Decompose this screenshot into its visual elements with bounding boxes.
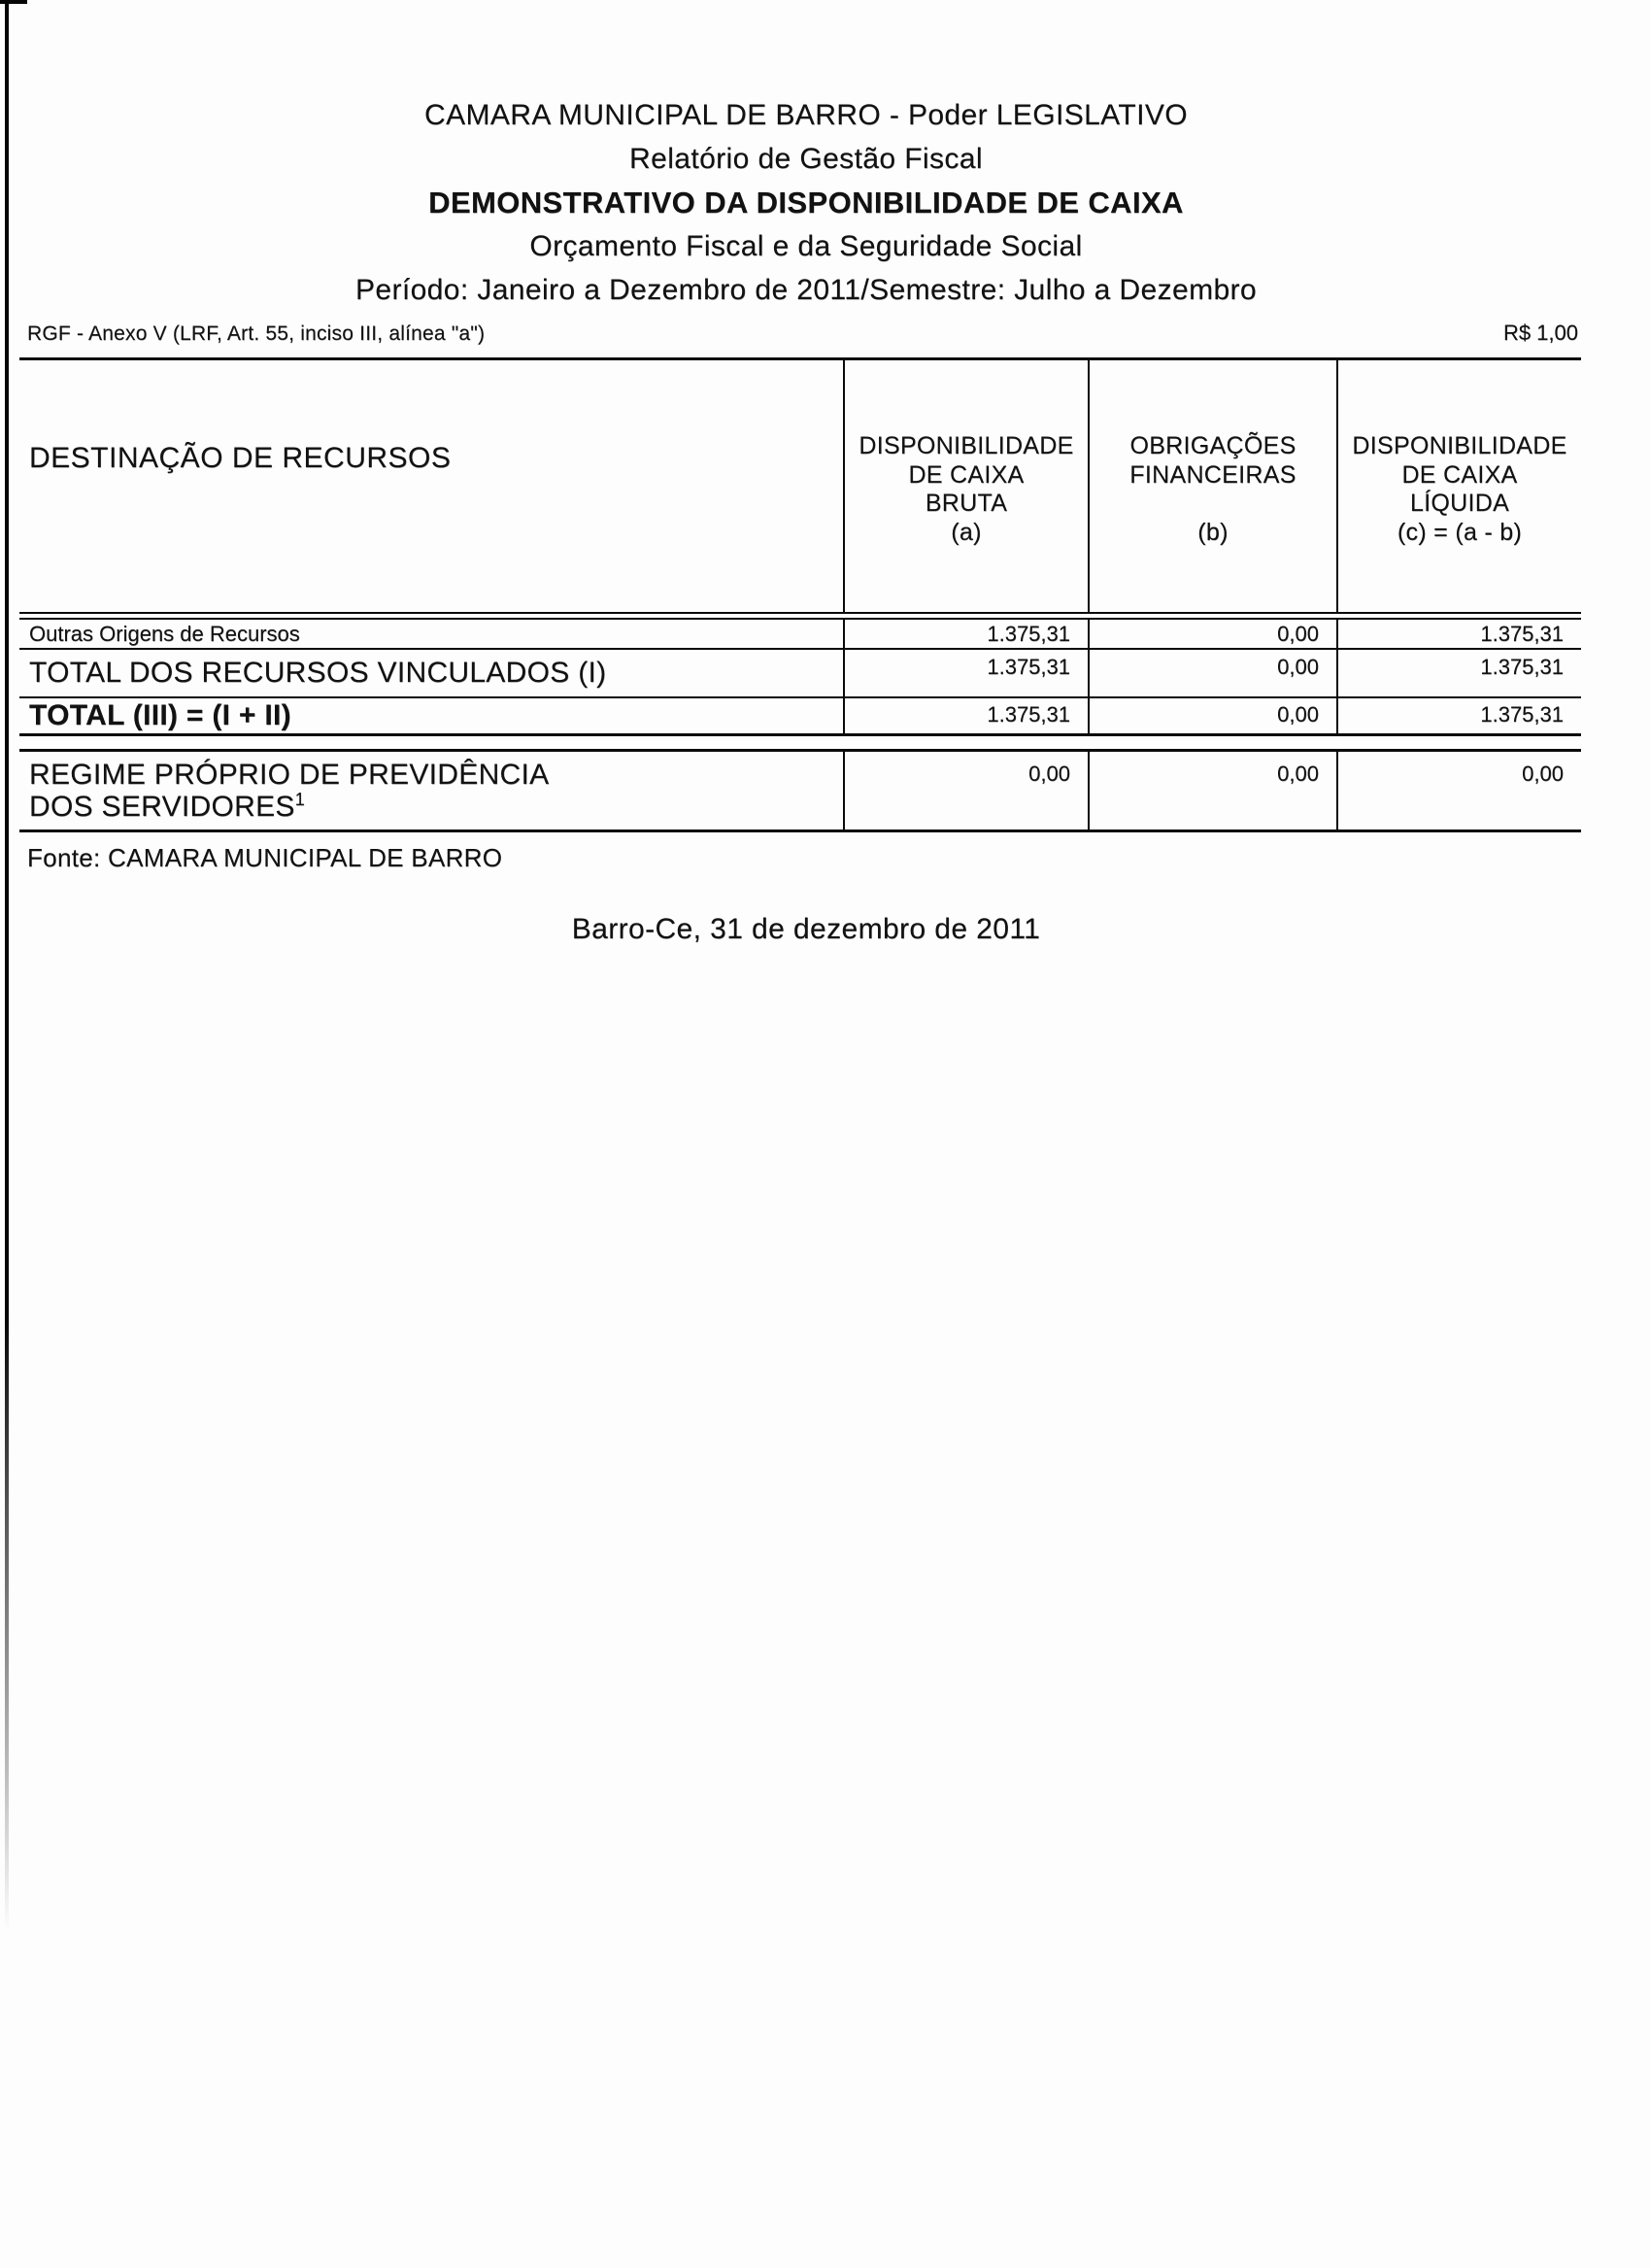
- budget-scope: Orçamento Fiscal e da Seguridade Social: [529, 230, 1083, 262]
- regime-previdencia-row: [19, 749, 1581, 832]
- header-net-line1: DISPONIBILIDADE: [1352, 432, 1567, 459]
- footnote-marker: 1: [294, 790, 306, 809]
- row-label: [19, 752, 843, 829]
- regime-label-line2-text: DOS SERVIDORES: [29, 791, 295, 823]
- period-line: Período: Janeiro a Dezembro de 2011/Semestre: Julho a Dezembro: [354, 274, 1258, 306]
- table-row: [19, 650, 1581, 698]
- row-value-net: 1.375,31: [1336, 620, 1581, 648]
- regime-label-line2: [29, 791, 843, 823]
- header-financial-obligations: [1088, 360, 1336, 612]
- header-net-line2: DE CAIXA: [1401, 460, 1518, 489]
- report-title-block: [0, 93, 1612, 312]
- row-value-gross: 1.375,31: [843, 698, 1088, 733]
- currency-unit: R$ 1,00: [1502, 321, 1578, 345]
- header-gross-line1: DISPONIBILIDADE: [859, 432, 1074, 459]
- cash-availability-table: [19, 357, 1581, 832]
- row-value-obligations: 0,00: [1088, 752, 1336, 829]
- table-header-row: [19, 360, 1581, 614]
- regime-label-line1: REGIME PRÓPRIO DE PREVIDÊNCIA: [29, 759, 550, 791]
- annex-note: RGF - Anexo V (LRF, Art. 55, inciso III, alínea "a"): [27, 322, 486, 345]
- place-date-line: Barro-Ce, 31 de dezembro de 2011: [571, 913, 1041, 945]
- header-net-availability: [1336, 360, 1581, 612]
- row-value-net: 0,00: [1336, 752, 1581, 829]
- header-net-formula: (c) = (a - b): [1397, 518, 1523, 546]
- header-gross-formula: (a): [951, 518, 982, 546]
- row-value-obligations: 0,00: [1088, 698, 1336, 733]
- table-body: [19, 618, 1581, 832]
- meta-row: [27, 321, 1578, 346]
- source-note: Fonte: CAMARA MUNICIPAL DE BARRO: [27, 843, 503, 872]
- row-value-net: 1.375,31: [1336, 698, 1581, 733]
- header-gross-line3: BRUTA: [925, 490, 1008, 517]
- header-gross-line2: DE CAIXA: [908, 460, 1025, 489]
- scan-corner-artifact: [0, 0, 27, 4]
- entity-title: CAMARA MUNICIPAL DE BARRO - Poder LEGISLATIVO: [424, 99, 1188, 131]
- row-value-net: 1.375,31: [1336, 650, 1581, 696]
- header-obligations-formula: (b): [1197, 518, 1229, 546]
- header-gross-availability: [843, 360, 1088, 612]
- row-label: Outras Origens de Recursos: [29, 621, 300, 646]
- row-value-gross: 0,00: [843, 752, 1088, 829]
- row-value-obligations: 0,00: [1088, 650, 1336, 696]
- statement-title: DEMONSTRATIVO DA DISPONIBILIDADE DE CAIXA: [428, 186, 1184, 220]
- header-obligations-line1: OBRIGAÇÕES: [1129, 432, 1296, 459]
- report-name: Relatório de Gestão Fiscal: [629, 143, 983, 175]
- table-row-total: [19, 698, 1581, 736]
- header-destination: DESTINAÇÃO DE RECURSOS: [29, 442, 452, 474]
- row-label: TOTAL (III) = (I + II): [29, 699, 291, 731]
- row-label: TOTAL DOS RECURSOS VINCULADOS (I): [29, 657, 607, 689]
- table-row: [19, 620, 1581, 650]
- row-value-gross: 1.375,31: [843, 620, 1088, 648]
- header-obligations-line2: FINANCEIRAS: [1129, 460, 1296, 489]
- row-value-obligations: 0,00: [1088, 620, 1336, 648]
- row-value-gross: 1.375,31: [843, 650, 1088, 696]
- header-net-line3: LÍQUIDA: [1409, 490, 1510, 517]
